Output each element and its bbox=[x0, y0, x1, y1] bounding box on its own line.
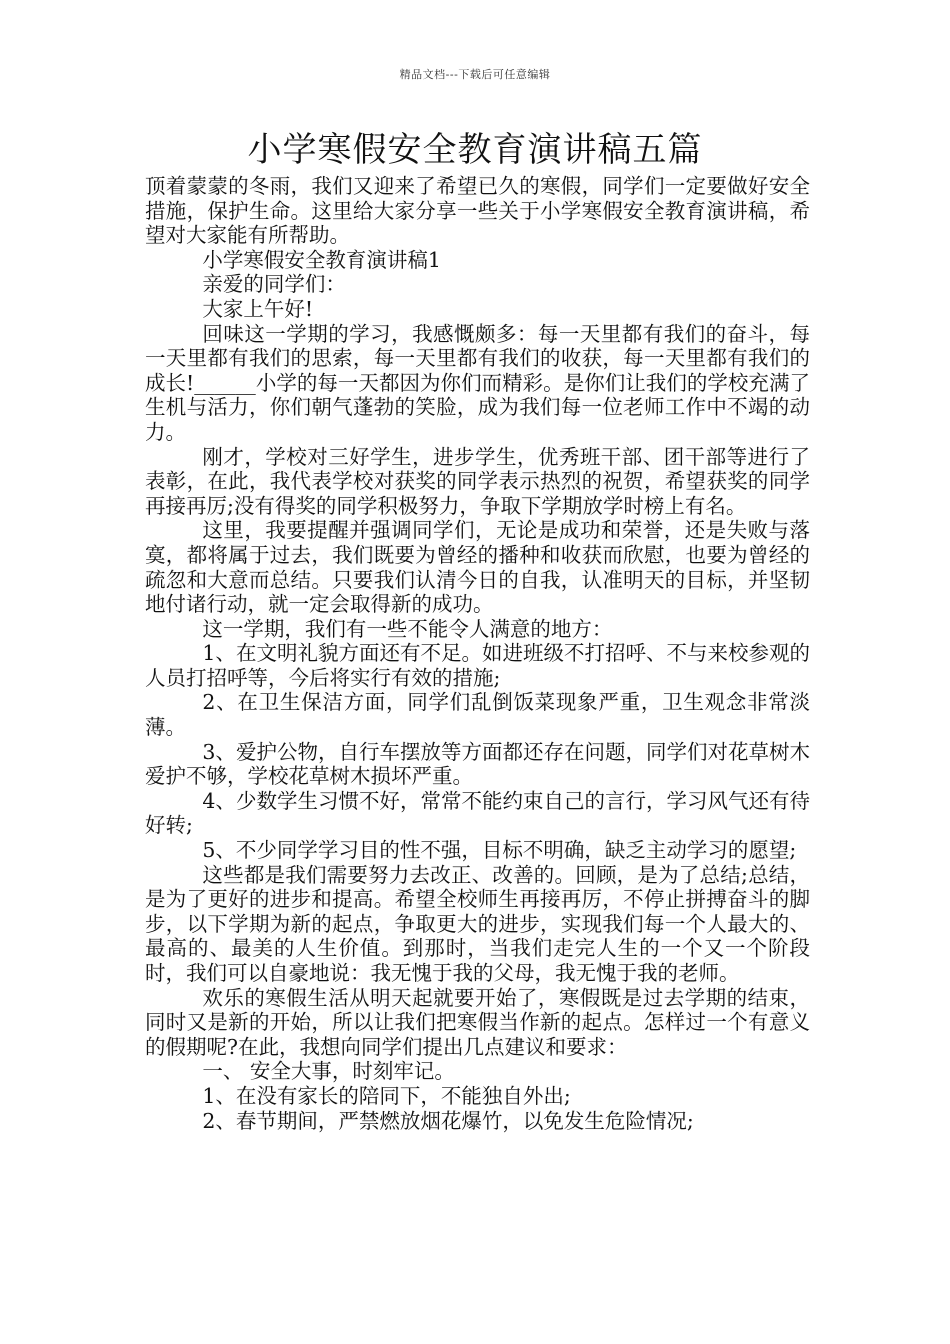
document-title: 小学寒假安全教育演讲稿五篇 bbox=[247, 130, 703, 170]
paragraph: 欢乐的寒假生活从明天起就要开始了，寒假既是过去学期的结束，同时又是新的开始，所以让我们把寒假当作新的起点。怎样过一个有意义的假期呢?在此，我想向同学们提出几点建议和要求： bbox=[145, 985, 810, 1059]
paragraph: 1、在文明礼貌方面还有不足。如进班级不打招呼、不与来校参观的人员打招呼等，今后将实行有效的措施; bbox=[145, 641, 810, 690]
paragraph: 回味这一学期的学习，我感慨颇多：每一天里都有我们的奋斗，每一天里都有我们的思索，每一天里都有我们的收获，每一天里都有我们的成长!______小学的每一天都因为你们而精彩。是你们让我们的学校充满了生机与活力，你们朝气蓬勃的笑脸，成为我们每一位老师工作中不竭的动力。 bbox=[145, 321, 810, 444]
paragraph: 这些都是我们需要努力去改正、改善的。回顾，是为了总结;总结，是为了更好的进步和提高。希望全校师生再接再厉，不停止拼搏奋斗的脚步，以下学期为新的起点，争取更大的进步，实现我们每一个人最大的、最高的、最美的人生价值。到那时，当我们走完人生的一个又一个阶段时，我们可以自豪地说：我无愧于我的父母，我无愧于我的老师。 bbox=[145, 862, 810, 985]
paragraph: 1、在没有家长的陪同下，不能独自外出; bbox=[202, 1083, 571, 1108]
paragraph: 大家上午好! bbox=[202, 296, 314, 321]
paragraph: 这里，我要提醒并强调同学们，无论是成功和荣誉，还是失败与落寞，都将属于过去，我们既要为曾经的播种和收获而欣慰，也要为曾经的疏忽和大意而总结。只要我们认清今日的自我，认准明天的目标，并坚韧地付诸行动，就一定会取得新的成功。 bbox=[145, 518, 810, 617]
paragraph: 4、少数学生习惯不好，常常不能约束自己的言行，学习风气还有待好转; bbox=[145, 788, 810, 838]
paragraph: 2、春节期间，严禁燃放烟花爆竹，以免发生危险情况; bbox=[202, 1108, 694, 1133]
document-body bbox=[145, 174, 810, 1133]
paragraph: 3、爱护公物，自行车摆放等方面都还存在问题，同学们对花草树木爱护不够，学校花草树木损坏严重。 bbox=[145, 739, 810, 789]
paragraph: 5、不少同学学习目的性不强，目标不明确，缺乏主动学习的愿望; bbox=[202, 838, 797, 863]
paragraph: 亲爱的同学们： bbox=[202, 272, 346, 297]
header-note: 精品文档---下载后可任意编辑 bbox=[399, 68, 551, 81]
paragraph: 刚才，学校对三好学生，进步学生，优秀班干部、团干部等进行了表彰，在此，我代表学校对获奖的同学表示热烈的祝贺，希望获奖的同学再接再厉;没有得奖的同学积极努力，争取下学期放学时榜上有名。 bbox=[145, 444, 810, 518]
paragraph: 一、 安全大事，时刻牢记。 bbox=[202, 1059, 455, 1084]
paragraph: 这一学期，我们有一些不能令人满意的地方： bbox=[202, 616, 613, 641]
paragraph: 顶着蒙蒙的冬雨，我们又迎来了希望已久的寒假，同学们一定要做好安全措施，保护生命。这里给大家分享一些关于小学寒假安全教育演讲稿，希望对大家能有所帮助。 bbox=[145, 174, 810, 248]
paragraph: 小学寒假安全教育演讲稿1 bbox=[202, 247, 441, 272]
paragraph: 2、在卫生保洁方面，同学们乱倒饭菜现象严重，卫生观念非常淡薄。 bbox=[145, 690, 810, 740]
